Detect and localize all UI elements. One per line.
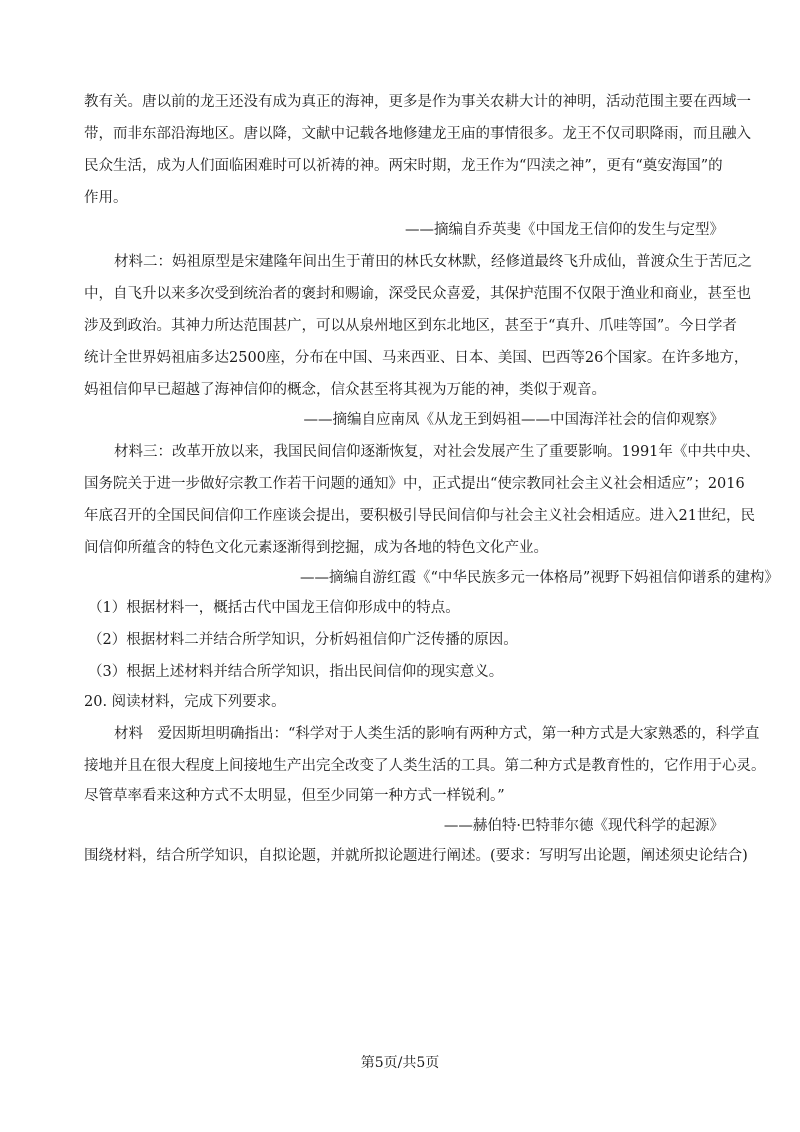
material1-line-1: 教有关。唐以前的龙王还没有成为真正的海神，更多是作为事关农耕大计的神明，活动范围主要在西域一 (84, 94, 751, 110)
question-20-title: 20. 阅读材料，完成下列要求。 (84, 694, 286, 710)
question-3: （3）根据上述材料并结合所学知识，指出民间信仰的现实意义。 (88, 664, 504, 680)
q20-material-line-3: 尽管草率看来这种方式不太明显，但至少同第一种方式一样锐利。” (84, 788, 505, 804)
material2-line-5: 妈祖信仰早已超越了海神信仰的概念，信众甚至将其视为万能的神，类似于观音。 (84, 382, 606, 398)
q20-task: 围绕材料，结合所学知识，自拟论题，并就所拟论题进行阐述。(要求：写明写出论题，阐述须史论结合) (84, 848, 748, 864)
material3-line-2: 国务院关于进一步做好宗教工作若干问题的通知》中，正式提出“使宗教同社会主义社会相适应”；2016 (84, 476, 745, 492)
material3-line-4: 间信仰所蕴含的特色文化元素逐渐得到挖掘，成为各地的特色文化产业。 (84, 540, 548, 556)
material2-line-3: 涉及到政治。其神力所达范围甚广，可以从泉州地区到东北地区，甚至于“真升、爪哇等国”。今日学者 (84, 318, 737, 334)
q20-material-line-1: 材料 爱因斯坦明确指出：“科学对于人类生活的影响有两种方式，第一种方式是大家熟悉的，科学直 (114, 726, 760, 742)
page-number: 第5页/共5页 (360, 1055, 440, 1071)
q20-material-line-2: 接地并且在很大程度上间接地生产出完全改变了人类生活的工具。第二种方式是教育性的，它作用于心灵。 (84, 758, 766, 774)
material1-line-2: 带，而非东部沿海地区。唐以降，文献中记载各地修建龙王庙的事情很多。龙王不仅司职降雨，而且融入 (84, 126, 751, 142)
material2-line-1: 材料二：妈祖原型是宋建隆年间出生于莆田的林氏女林默，经修道最终飞升成仙，普渡众生于苦厄之 (114, 254, 752, 270)
material1-line-4: 作用。 (84, 190, 128, 206)
q20-source: ——赫伯特·巴特菲尔德《现代科学的起源》 (443, 818, 724, 834)
question-1: （1）根据材料一，概括古代中国龙王信仰形成中的特点。 (88, 600, 460, 616)
question-2: （2）根据材料二并结合所学知识，分析妈祖信仰广泛传播的原因。 (88, 632, 518, 648)
material2-line-4: 统计全世界妈祖庙多达2500座，分布在中国、马来西亚、日本、美国、巴西等26个国家。在许多地方， (84, 350, 749, 366)
material2-line-2: 中，自飞升以来多次受到统治者的褒封和赐谕，深受民众喜爱，其保护范围不仅限于渔业和商业，甚至也 (84, 286, 751, 302)
material3-line-1: 材料三：改革开放以来，我国民间信仰逐渐恢复，对社会发展产生了重要影响。1991年《中共中央、 (114, 444, 760, 460)
material3-source: ——摘编自游红霞《“中华民族多元一体格局”视野下妈祖信仰谱系的建构》 (300, 570, 779, 586)
material1-source: ——摘编自乔英斐《中国龙王信仰的发生与定型》 (405, 222, 724, 238)
material3-line-3: 年底召开的全国民间信仰工作座谈会提出，要积极引导民间信仰与社会主义社会相适应。进入21世纪，民 (84, 508, 755, 524)
material2-source: ——摘编自应南凤《从龙王到妈祖——中国海洋社会的信仰观察》 (303, 412, 724, 428)
material1-line-3: 民众生活，成为人们面临困难时可以祈祷的神。两宋时期，龙王作为“四渎之神”，更有“奠安海国”的 (84, 158, 723, 174)
